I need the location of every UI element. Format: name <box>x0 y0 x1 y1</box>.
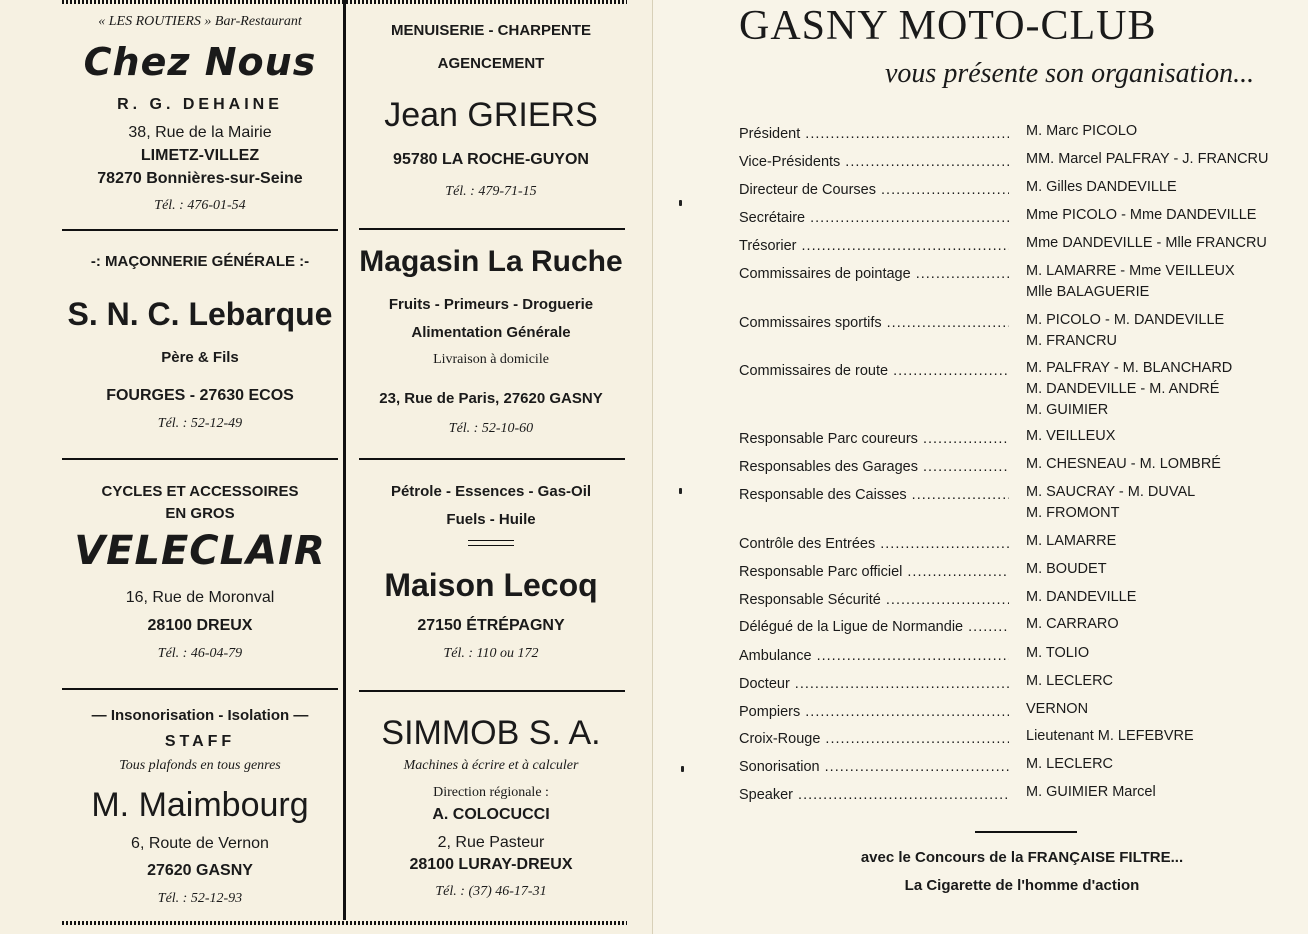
business-name: Jean GRIERS <box>384 96 598 134</box>
org-name: Mme PICOLO - Mme DANDEVILLE <box>1026 207 1257 223</box>
ad-lebarque <box>60 232 340 462</box>
ad-top-line: « LES ROUTIERS » Bar-Restaurant <box>98 14 302 29</box>
org-role: Responsable Sécurité ..... <box>739 592 1009 608</box>
ad-divider <box>359 228 625 230</box>
org-name: MM. Marcel PALFRAY - J. FRANCRU <box>1026 151 1269 167</box>
org-role: Délégué de la Ligue de Normandie ..... <box>739 619 1009 635</box>
org-role: Trésorier ..... <box>739 238 1009 254</box>
org-role: Vice-Présidents ..... <box>739 154 1009 170</box>
town: 28100 LURAY-DREUX <box>409 856 573 873</box>
org-role: Commissaires de route ..... <box>739 363 1009 379</box>
ad-veleclair <box>60 462 340 687</box>
city: 78270 Bonnières-sur-Seine <box>97 170 303 187</box>
telephone: Tél. : 110 ou 172 <box>443 646 539 661</box>
telephone: Tél. : (37) 46-17-31 <box>435 884 547 899</box>
business-name: S. N. C. Lebarque <box>67 296 333 332</box>
org-name-2: M. FRANCRU <box>1026 333 1118 349</box>
ad-top-line: — Insonorisation - Isolation — <box>91 707 309 724</box>
org-role: Speaker ..... <box>739 787 1009 803</box>
org-name: M. CARRARO <box>1026 616 1119 632</box>
org-role: Ambulance ..... <box>739 648 1009 664</box>
ads-column-left <box>60 0 340 934</box>
org-name: M. LECLERC <box>1026 673 1114 689</box>
left-page <box>0 0 652 934</box>
org-role: Commissaires de pointage ..... <box>739 266 1009 282</box>
org-name: M. LAMARRE <box>1026 533 1117 549</box>
org-role: Responsable des Caisses ..... <box>739 487 1009 503</box>
ad-top-line: Pétrole - Essences - Gas-Oil <box>390 483 592 500</box>
telephone: Tél. : 46-04-79 <box>157 646 243 661</box>
address: 6, Route de Vernon <box>131 835 269 852</box>
ad-top-line: MENUISERIE - CHARPENTE <box>390 22 592 39</box>
telephone: Tél. : 52-10-60 <box>448 421 534 436</box>
ad-maison-lecoq <box>355 462 627 687</box>
page-subtitle: vous présente son organisation... <box>885 58 1255 89</box>
ad-la-ruche <box>355 231 627 456</box>
ad-subtitle: Père & Fils <box>161 349 239 366</box>
org-role: Directeur de Courses ..... <box>739 182 1009 198</box>
ad-top-line-2: AGENCEMENT <box>437 55 545 72</box>
org-role: Sonorisation ..... <box>739 759 1009 775</box>
org-role: Croix-Rouge ..... <box>739 731 1009 747</box>
double-rule <box>468 540 514 546</box>
ads-column-right <box>355 0 627 934</box>
org-name: M. LECLERC <box>1026 756 1114 772</box>
staff-label: STAFF <box>164 733 236 750</box>
ad-top-line-2: Fuels - Huile <box>446 511 536 528</box>
ad-top-line-2: EN GROS <box>165 505 235 522</box>
address: 23, Rue de Paris, 27620 GASNY <box>379 390 603 407</box>
footer-line-1: avec le Concours de la FRANÇAISE FILTRE... <box>860 849 1184 866</box>
town: FOURGES - 27630 ECOS <box>106 387 294 404</box>
business-name: SIMMOB S. A. <box>381 714 601 752</box>
org-name: M. Gilles DANDEVILLE <box>1026 179 1177 195</box>
footer-line-2: La Cigarette de l'homme d'action <box>904 877 1140 894</box>
binding-mark <box>681 766 684 772</box>
org-name: VERNON <box>1026 701 1089 717</box>
org-name-3: M. GUIMIER <box>1026 402 1109 418</box>
ad-divider <box>359 690 625 692</box>
footer-divider <box>975 831 1077 833</box>
ad-simmob <box>355 694 627 919</box>
telephone: Tél. : 479-71-15 <box>445 184 537 199</box>
org-role: Docteur ..... <box>739 676 1009 692</box>
org-name-2: M. DANDEVILLE - M. ANDRÉ <box>1026 381 1220 397</box>
org-name: Mme DANDEVILLE - Mlle FRANCRU <box>1026 235 1267 251</box>
binding-mark <box>679 488 682 494</box>
ad-divider <box>359 458 625 460</box>
org-name: M. VEILLEUX <box>1026 428 1116 444</box>
org-role: Secrétaire ..... <box>739 210 1009 226</box>
org-role: Contrôle des Entrées ..... <box>739 536 1009 552</box>
org-name: M. GUIMIER Marcel <box>1026 784 1156 800</box>
ad-line-1: Direction régionale : <box>433 785 549 800</box>
director-name: A. COLOCUCCI <box>432 806 550 823</box>
town: LIMETZ-VILLEZ <box>140 147 260 164</box>
org-role: Commissaires sportifs ..... <box>739 315 1009 331</box>
org-name: Lieutenant M. LEFEBVRE <box>1026 728 1194 744</box>
org-role: Responsables des Garages ..... <box>739 459 1009 475</box>
ad-maimbourg <box>60 692 340 917</box>
org-role: Président ..... <box>739 126 1009 142</box>
town: 27150 ÉTRÉPAGNY <box>417 617 565 634</box>
page-title: GASNY MOTO-CLUB <box>739 3 1157 49</box>
ad-top-line: CYCLES ET ACCESSOIRES <box>101 483 299 500</box>
ad-line-2: Alimentation Générale <box>411 324 571 341</box>
column-divider <box>343 0 346 920</box>
org-name: M. CHESNEAU - M. LOMBRÉ <box>1026 456 1221 472</box>
telephone: Tél. : 52-12-93 <box>157 891 243 906</box>
org-role: Pompiers ..... <box>739 704 1009 720</box>
owner-name: R. G. DEHAINE <box>117 96 283 113</box>
ad-top-line: -: MAÇONNERIE GÉNÉRALE :- <box>90 253 310 270</box>
business-name: Maison Lecoq <box>384 567 598 603</box>
ad-slogan: Tous plafonds en tous genres <box>119 758 281 773</box>
business-name: Chez Nous <box>83 40 317 84</box>
ad-divider <box>62 688 338 690</box>
org-role: Responsable Parc officiel ..... <box>739 564 1009 580</box>
address: 16, Rue de Moronval <box>125 589 275 606</box>
ad-line-1: Fruits - Primeurs - Droguerie <box>388 296 594 313</box>
address: 2, Rue Pasteur <box>437 834 545 851</box>
business-name: Magasin La Ruche <box>359 245 623 278</box>
ad-divider <box>62 229 338 231</box>
town: 95780 LA ROCHE-GUYON <box>393 151 589 168</box>
org-name: M. PALFRAY - M. BLANCHARD <box>1026 360 1233 376</box>
binding-mark <box>679 200 682 206</box>
ad-chez-nous <box>60 0 340 230</box>
ad-slogan: Machines à écrire et à calculer <box>403 758 579 773</box>
ad-divider <box>62 458 338 460</box>
telephone: Tél. : 52-12-49 <box>157 416 243 431</box>
right-page <box>652 0 1308 934</box>
org-name-2: Mlle BALAGUERIE <box>1026 284 1150 300</box>
ad-jean-griers <box>355 0 627 230</box>
org-name: M. BOUDET <box>1026 561 1107 577</box>
org-name: M. PICOLO - M. DANDEVILLE <box>1026 312 1225 328</box>
town: 27620 GASNY <box>147 862 253 879</box>
org-role: Responsable Parc coureurs ..... <box>739 431 1009 447</box>
address: 38, Rue de la Mairie <box>128 124 272 141</box>
business-name: VELECLAIR <box>74 528 326 574</box>
org-name: M. SAUCRAY - M. DUVAL <box>1026 484 1196 500</box>
town: 28100 DREUX <box>147 617 253 634</box>
org-name-2: M. FROMONT <box>1026 505 1120 521</box>
org-name: M. Marc PICOLO <box>1026 123 1138 139</box>
ad-line-3: Livraison à domicile <box>433 352 549 367</box>
org-name: M. TOLIO <box>1026 645 1090 661</box>
telephone: Tél. : 476-01-54 <box>154 198 246 213</box>
org-name: M. DANDEVILLE <box>1026 589 1137 605</box>
org-name: M. LAMARRE - Mme VEILLEUX <box>1026 263 1235 279</box>
business-name: M. Maimbourg <box>91 786 309 824</box>
